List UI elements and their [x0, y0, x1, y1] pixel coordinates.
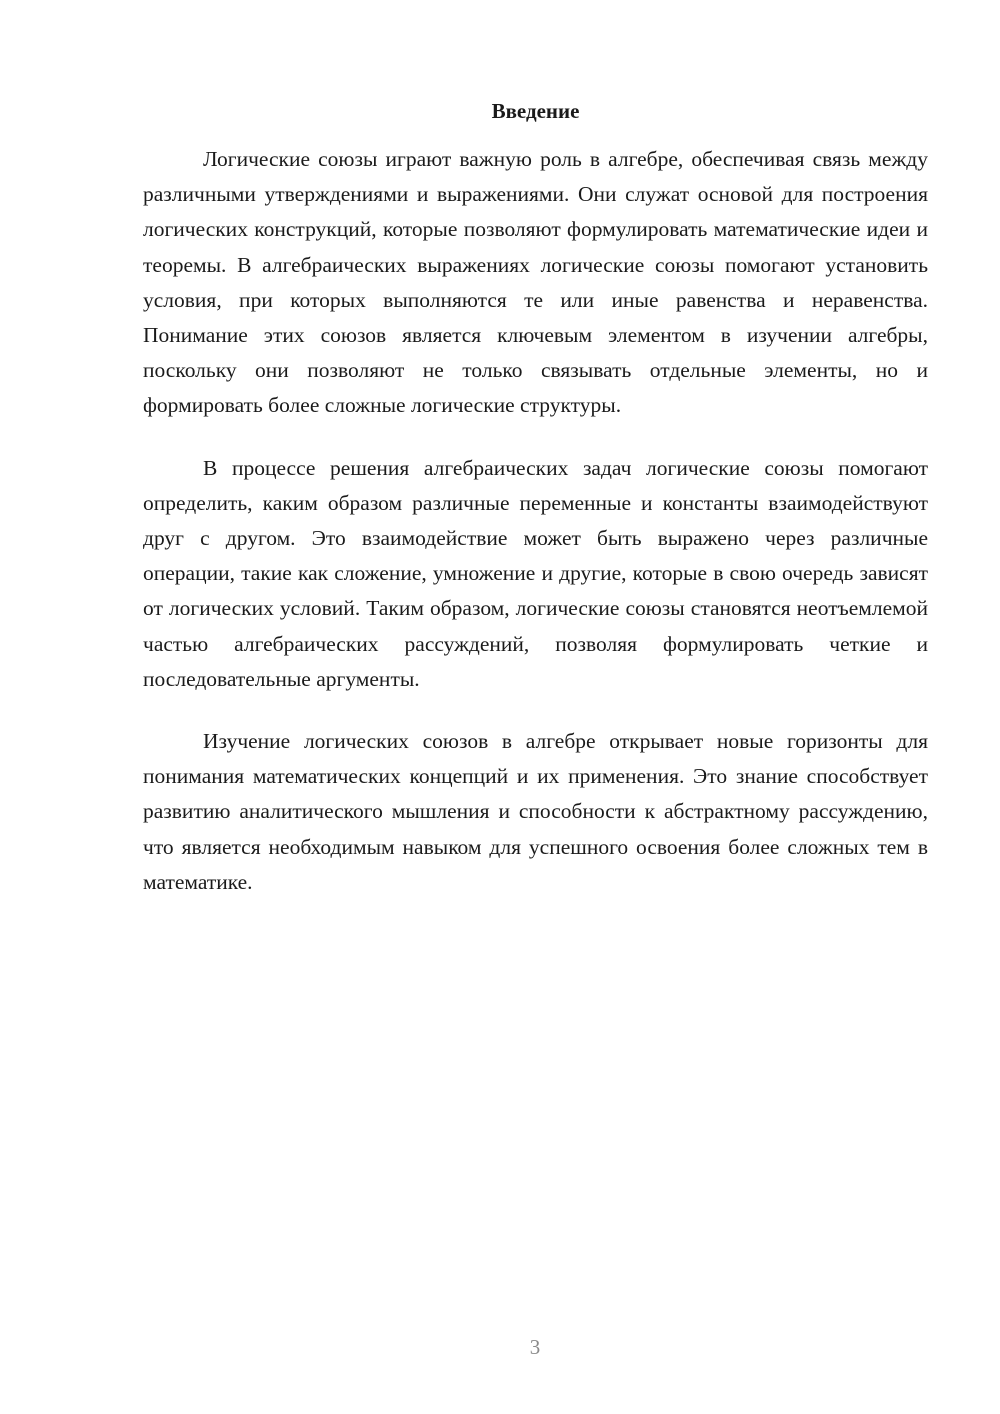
paragraph-3: Изучение логических союзов в алгебре открывает новые горизонты для понимания математических концепций и их применения. Это знание способствует развитию аналитического мышления и способности к абстрактному рассуждению, что является необходимым навыком для успешного освоения более сложных тем в математике.: [143, 729, 928, 894]
section-heading: Введение: [491, 99, 580, 123]
page-number: 3: [529, 1335, 541, 1359]
body-text: [143, 142, 928, 927]
paragraph-1: Логические союзы играют важную роль в алгебре, обеспечивая связь между различными утверждениями и выражениями. Они служат основой для построения логических конструкций, которые позволяют формулировать математические идеи и теоремы. В алгебраических выражениях логические союзы помогают установить условия, при которых выполняются те или иные равенства и неравенства. Понимание этих союзов является ключевым элементом в изучении алгебры, поскольку они позволяют не только связывать отдельные элементы, но и формировать более сложные логические структуры.: [143, 147, 928, 418]
paragraph-2: В процессе решения алгебраических задач логические союзы помогают определить, каким образом различные переменные и константы взаимодействуют друг с другом. Это взаимодействие может быть выражено через различные операции, такие как сложение, умножение и другие, которые в свою очередь зависят от логических условий. Таким образом, логические союзы становятся неотъемлемой частью алгебраических рассуждений, позволяя формулировать четкие и последовательные аргументы.: [143, 455, 928, 691]
